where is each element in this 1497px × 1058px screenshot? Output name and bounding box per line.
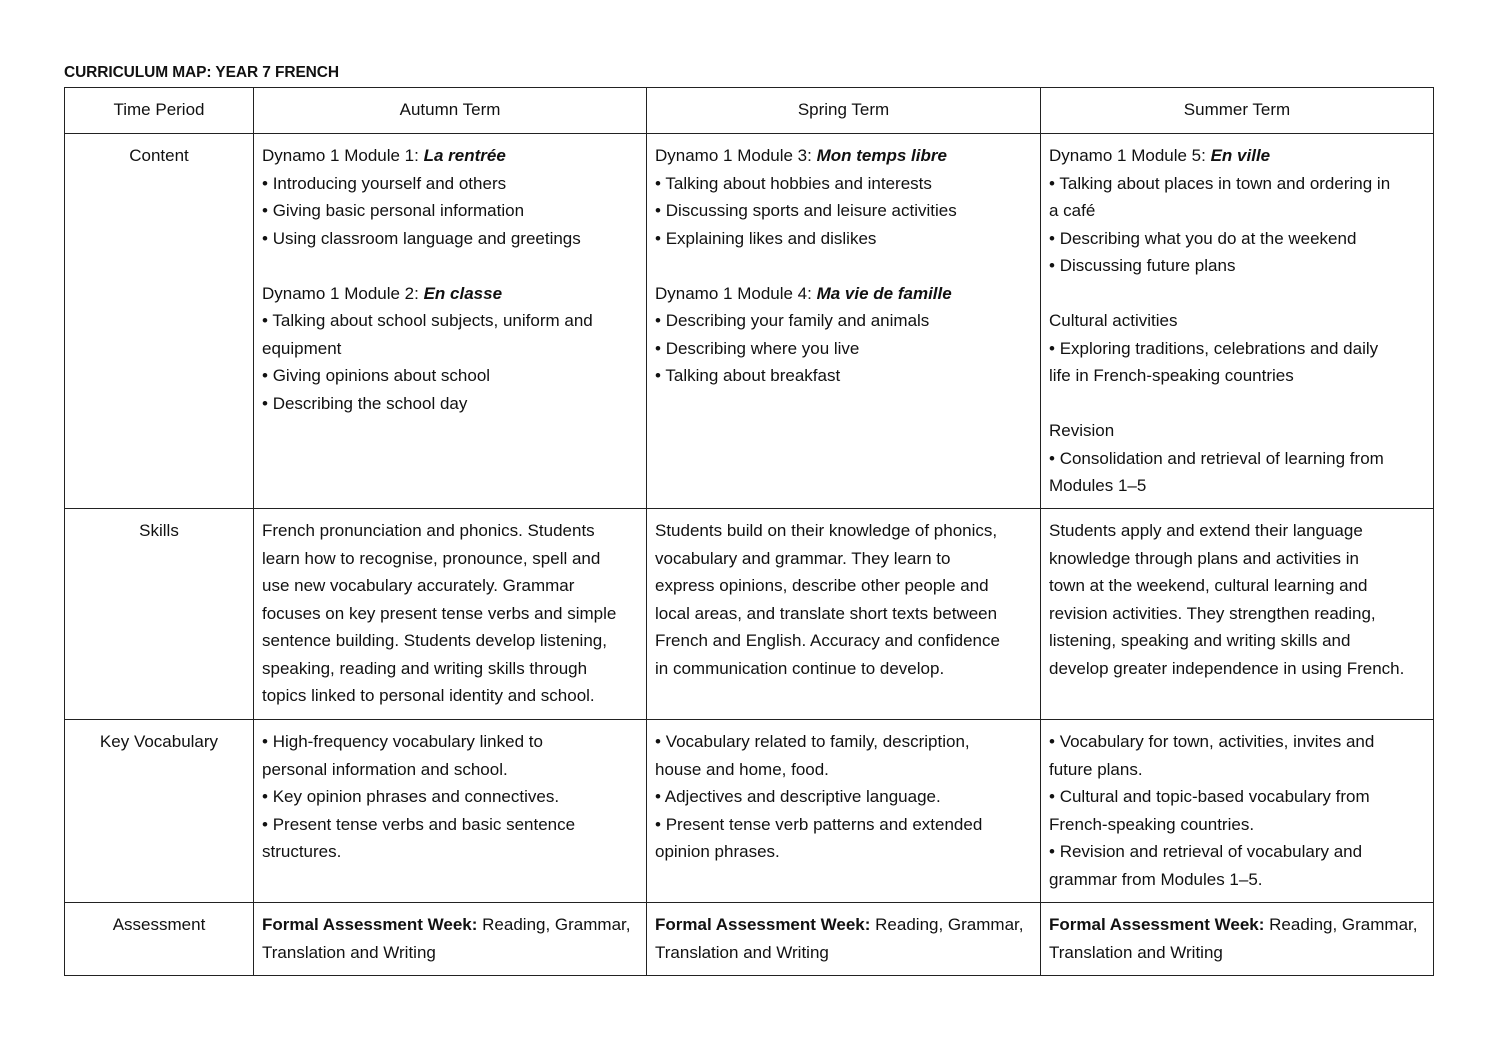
skills-autumn-cell xyxy=(254,509,647,720)
vocab-summer-cell xyxy=(1041,720,1434,903)
assessment-autumn-cell xyxy=(254,903,647,976)
list-item: • Describing where you live xyxy=(655,335,1032,363)
list-item: • Consolidation and retrieval of learning from xyxy=(1049,445,1425,473)
header-time-period: Time Period xyxy=(65,88,254,134)
row-label-skills: Skills xyxy=(65,509,254,720)
list-item-continuation: French-speaking countries. xyxy=(1049,814,1255,834)
text-line: speaking, reading and writing skills through xyxy=(262,658,588,678)
header-summer: Summer Term xyxy=(1041,88,1434,134)
list-item: • Describing what you do at the weekend xyxy=(1049,225,1425,253)
list-item: • Introducing yourself and others xyxy=(262,170,638,198)
assessment-line: Formal Assessment Week: Reading, Grammar, xyxy=(262,915,631,934)
text-line: French and English. Accuracy and confidence xyxy=(655,631,1000,650)
document-title: CURRICULUM MAP: YEAR 7 FRENCH xyxy=(64,64,339,81)
row-label-content: Content xyxy=(65,134,254,509)
list-item: • Revision and retrieval of vocabulary and xyxy=(1049,838,1425,866)
list-item-continuation: personal information and school. xyxy=(262,759,508,779)
list-item: • High-frequency vocabulary linked to xyxy=(262,728,638,756)
list-item: • Describing the school day xyxy=(262,390,638,418)
assessment-line: Translation and Writing xyxy=(655,942,829,962)
text-line: revision activities. They strengthen reading, xyxy=(1049,603,1376,623)
list-item: • Explaining likes and dislikes xyxy=(655,225,1032,253)
list-item: • Cultural and topic-based vocabulary from xyxy=(1049,783,1425,811)
text-line: in communication continue to develop. xyxy=(655,658,945,678)
assessment-line: Translation and Writing xyxy=(262,942,436,962)
list-item-continuation: equipment xyxy=(262,338,342,358)
list-item: • Talking about hobbies and interests xyxy=(655,170,1032,198)
assessment-line: Translation and Writing xyxy=(1049,942,1223,962)
text-line: French pronunciation and phonics. Students xyxy=(262,521,595,540)
list-item-continuation: a café xyxy=(1049,201,1096,220)
assessment-summer-cell xyxy=(1041,903,1434,976)
module-heading: Dynamo 1 Module 4: Ma vie de famille xyxy=(655,283,952,303)
list-item: • Adjectives and descriptive language. xyxy=(655,783,1032,811)
text-line: express opinions, describe other people and xyxy=(655,576,989,595)
list-item-continuation: Modules 1–5 xyxy=(1049,476,1147,495)
list-item-continuation: house and home, food. xyxy=(655,759,829,779)
text-line: vocabulary and grammar. They learn to xyxy=(655,548,951,568)
text-line: Students apply and extend their language xyxy=(1049,521,1363,540)
list-item: • Vocabulary related to family, description, xyxy=(655,728,1032,756)
list-item: • Key opinion phrases and connectives. xyxy=(262,783,638,811)
content-autumn-cell xyxy=(254,134,647,509)
section-heading: Cultural activities xyxy=(1049,311,1178,330)
list-item-continuation: life in French-speaking countries xyxy=(1049,366,1294,385)
assessment-row xyxy=(65,903,1434,976)
list-item: • Giving opinions about school xyxy=(262,362,638,390)
content-row xyxy=(65,134,1434,509)
list-item-continuation: grammar from Modules 1–5. xyxy=(1049,869,1263,889)
list-item: • Giving basic personal information xyxy=(262,197,638,225)
content-spring-cell xyxy=(647,134,1041,509)
text-line: topics linked to personal identity and school. xyxy=(262,686,595,705)
text-line: town at the weekend, cultural learning and xyxy=(1049,576,1368,595)
list-item: • Using classroom language and greetings xyxy=(262,225,638,253)
list-item: • Talking about places in town and ordering in xyxy=(1049,170,1425,198)
list-item: • Talking about school subjects, uniform and xyxy=(262,307,638,335)
list-item-continuation: opinion phrases. xyxy=(655,842,780,861)
header-row xyxy=(65,88,1434,134)
module-heading: Dynamo 1 Module 5: En ville xyxy=(1049,146,1271,165)
list-item: • Describing your family and animals xyxy=(655,307,1032,335)
vocab-spring-cell xyxy=(647,720,1041,903)
list-item: • Discussing sports and leisure activities xyxy=(655,197,1032,225)
header-spring: Spring Term xyxy=(647,88,1041,134)
module-heading: Dynamo 1 Module 3: Mon temps libre xyxy=(655,146,947,165)
list-item: • Talking about breakfast xyxy=(655,362,1032,390)
text-line: listening, speaking and writing skills and xyxy=(1049,631,1351,650)
module-heading: Dynamo 1 Module 1: La rentrée xyxy=(262,146,506,165)
skills-summer-cell xyxy=(1041,509,1434,720)
list-item: • Present tense verb patterns and extended xyxy=(655,811,1032,839)
module-heading: Dynamo 1 Module 2: En classe xyxy=(262,283,503,303)
content-summer-cell xyxy=(1041,134,1434,509)
vocab-autumn-cell xyxy=(254,720,647,903)
row-label-key-vocabulary: Key Vocabulary xyxy=(65,720,254,903)
text-line: sentence building. Students develop listening, xyxy=(262,631,607,650)
skills-row xyxy=(65,509,1434,720)
list-item-continuation: structures. xyxy=(262,842,342,861)
row-label-assessment: Assessment xyxy=(65,903,254,976)
skills-spring-cell xyxy=(647,509,1041,720)
list-item: • Present tense verbs and basic sentence xyxy=(262,811,638,839)
assessment-line: Formal Assessment Week: Reading, Grammar, xyxy=(1049,915,1418,934)
header-autumn: Autumn Term xyxy=(254,88,647,134)
text-line: use new vocabulary accurately. Grammar xyxy=(262,576,575,595)
list-item-continuation: future plans. xyxy=(1049,759,1143,779)
curriculum-table xyxy=(64,87,1434,976)
assessment-line: Formal Assessment Week: Reading, Grammar, xyxy=(655,915,1024,934)
list-item: • Vocabulary for town, activities, invites and xyxy=(1049,728,1425,756)
list-item: • Discussing future plans xyxy=(1049,252,1425,280)
text-line: focuses on key present tense verbs and simple xyxy=(262,603,617,623)
text-line: Students build on their knowledge of phonics, xyxy=(655,521,998,540)
section-heading: Revision xyxy=(1049,421,1115,440)
text-line: develop greater independence in using French. xyxy=(1049,658,1405,678)
text-line: knowledge through plans and activities in xyxy=(1049,548,1359,568)
text-line: local areas, and translate short texts between xyxy=(655,603,998,623)
text-line: learn how to recognise, pronounce, spell and xyxy=(262,548,601,568)
list-item: • Exploring traditions, celebrations and daily xyxy=(1049,335,1425,363)
vocab-row xyxy=(65,720,1434,903)
assessment-spring-cell xyxy=(647,903,1041,976)
